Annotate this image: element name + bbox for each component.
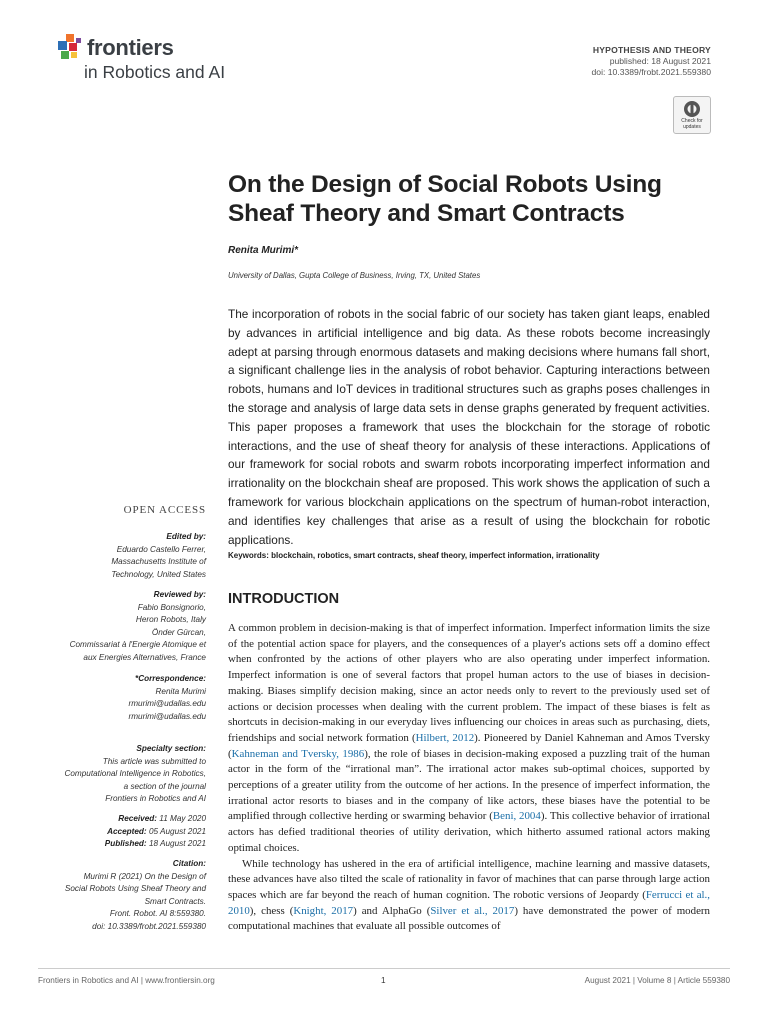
text-run: ) have demonstrated the power of modern computational machines that evaluate all possible outcomes of [228, 904, 710, 933]
logo-wordmark: frontiers [87, 35, 174, 60]
published-date: published: 18 August 2021 [609, 56, 711, 66]
editor-line: Massachusetts Institute of [111, 557, 206, 567]
received-label: Received: [118, 814, 157, 823]
reviewer-line: aux Energies Alternatives, France [83, 652, 206, 662]
frontiers-logo-icon [57, 34, 83, 64]
correspondence-section [40, 673, 206, 723]
editor-line: Technology, United States [111, 569, 206, 579]
citation-section [40, 858, 206, 934]
specialty-label: Specialty section: [136, 744, 206, 753]
author-line [228, 245, 298, 256]
keywords-list: blockchain, robotics, smart contracts, sheaf theory, imperfect information, irrationality [271, 551, 600, 560]
affiliation: University of Dallas, Gupta College of Business, Irving, TX, United States [228, 271, 481, 280]
body-text [228, 621, 710, 935]
citation-line: Social Robots Using Sheaf Theory and [64, 884, 206, 894]
reviewer-line: Fabio Bonsignorio, [137, 602, 206, 612]
citation-line: Smart Contracts. [144, 896, 206, 906]
article-type: HYPOTHESIS AND THEORY [592, 45, 711, 55]
footer-volume-info: August 2021 | Volume 8 | Article 559380 [584, 976, 730, 985]
text-run: While technology has ushered in the era of artificial intelligence, machine learning and massive datasets, these advances have also tilted the scale of rationality in favor of machines that can parse through large action spaces which are far beyond the reach of human cognition. The robotic versions of Jeopardy ( [228, 857, 710, 901]
abstract: The incorporation of robots in the social fabric of our society has taken giant leaps, enabled by advances in artificial intelligence and big data. As these robots become increasingly adept at parsing through enormous datasets and making decisions where humans fall short, a significant challenge lies in the analysis of robot behavior. Capturing interactions between robots, humans and IoT devices in traditional structures such as graphs poses challenges in the storage and analysis of large data sets in dense graphs generated by frequent activities. This paper proposes a framework that uses the blockchain for the storage of robotic interactions, and the use of sheaf theory for analysis of these interactions. Applications of our framework for social robots and swarm robots incorporating imperfect information and irrationality on the blockchain sheaf are proposed. This work shows the application of such a framework for various blockchain applications on the spectrum of human-robot interaction, and identifies key challenges that arise as a result of using the blockchain for robotic applications. [228, 307, 710, 547]
text-run: ) and AlphaGo ( [353, 904, 431, 917]
open-access-label: OPEN ACCESS [123, 504, 206, 516]
specialty-section [40, 743, 206, 806]
published-label: Published: [104, 839, 147, 849]
received-date: 11 May 2020 [159, 814, 206, 823]
article-title: On the Design of Social Robots Using Sheaf Theory and Smart Contracts [228, 171, 662, 227]
text-run: A common problem in decision-making is that of imperfect information. Imperfect information limits the size of the potential action space for players, and the consequences of a player's actions sets off a domino effect when confronted by the actions of other players who are also operating under imperfect information. Imperfect information is one of several factors that propel human actors to the use of biases in decision-making. Biases simplify decision making, since an actor needs only to revert to the previously used set of actions or decision processes when dealing with the current problem. The impact of these biases is felt as shortcuts in decision-making in our everyday lives influencing our choices in areas such as purchasing, diets, friendships and social network formation ( [228, 622, 710, 744]
keywords-label: Keywords: [228, 551, 269, 560]
citation-link[interactable]: Kahneman and Tversky, 1986 [231, 747, 365, 760]
text-run: ), chess ( [249, 904, 294, 917]
correspondence-label: *Correspondence: [135, 674, 206, 683]
reviewer-line: Önder Gürcan, [151, 627, 206, 637]
reviewed-by-label: Reviewed by: [153, 590, 206, 599]
citation-link[interactable]: Silver et al., 2017 [430, 904, 515, 917]
doi-link[interactable]: doi: 10.3389/frobt.2021.559380 [591, 67, 711, 77]
journal-logo[interactable] [57, 32, 257, 84]
reviewed-by-section [40, 589, 206, 665]
crossmark-icon [683, 100, 701, 118]
published-date-sidebar: 18 August 2021 [148, 839, 206, 849]
citation-link[interactable]: Hilbert, 2012 [415, 731, 475, 744]
reviewer-line: Heron Robots, Italy [135, 615, 206, 625]
dates-section [40, 813, 206, 851]
text-run: ). Pioneered by Daniel Kahneman and Amos Tversky ( [228, 731, 710, 760]
footer-divider [38, 968, 730, 969]
specialty-line: Computational Intelligence in Robotics, [64, 769, 206, 779]
paragraph [228, 621, 710, 857]
citation-link[interactable]: Knight, 2017 [293, 904, 354, 917]
specialty-line: Frontiers in Robotics and AI [105, 794, 206, 804]
logo-journal-name: in Robotics and AI [84, 62, 226, 82]
check-for-updates-button[interactable] [673, 96, 711, 134]
paragraph [228, 857, 710, 936]
correspondence-email[interactable]: rmurimi@udallas.edu [128, 699, 206, 709]
citation-line: Front. Robot. AI 8:559380. [109, 909, 206, 919]
article-meta-header [592, 45, 711, 78]
text-run: ), the role of biases in decision-making exposed a puzzling trait of the human actor in the form of the “irrational man”. The irrational actor makes sub-optimal choices, supported by perceptions of a greater utility from the outcome of her actions. In the presence of imperfect information, the irrational actor resorts to biases and in the company of like actors, these biases have the potential to be amplified through collective herding or swarming behavior ( [228, 747, 710, 823]
page-number: 1 [381, 976, 386, 985]
correspondence-email[interactable]: rmurimi@udallas.edu [128, 711, 206, 721]
accepted-label: Accepted: [107, 826, 147, 836]
footer-journal-link[interactable]: Frontiers in Robotics and AI | www.frontiersin.org [38, 976, 215, 985]
citation-link[interactable]: Beni, 2004 [492, 810, 541, 823]
citation-link[interactable]: Ferrucci et al., 2010 [228, 888, 710, 917]
section-heading-introduction: INTRODUCTION [228, 591, 340, 607]
edited-by-section [40, 531, 206, 581]
citation-label: Citation: [172, 859, 206, 868]
text-run: ). This collective behavior of irrational actors has defied traditional theories of utility derivation, which hitherto assumed rational actors making optimal choices. [228, 810, 710, 854]
author-mark: * [294, 245, 299, 256]
edited-by-label: Edited by: [166, 532, 206, 541]
citation-line: Murimi R (2021) On the Design of [83, 871, 206, 881]
specialty-line: a section of the journal [123, 781, 206, 791]
reviewer-line: Commissariat à l'Energie Atomique et [69, 640, 206, 650]
crossmark-label: Check for updates [681, 118, 703, 130]
keywords [228, 551, 718, 560]
accepted-date: 05 August 2021 [148, 826, 206, 836]
specialty-line: This article was submitted to [102, 756, 206, 766]
correspondence-name: Renita Murimi [155, 686, 206, 696]
citation-doi[interactable]: doi: 10.3389/frobt.2021.559380 [92, 921, 206, 931]
editor-line: Eduardo Castello Ferrer, [116, 544, 206, 554]
author-name[interactable]: Renita Murimi [228, 245, 295, 256]
